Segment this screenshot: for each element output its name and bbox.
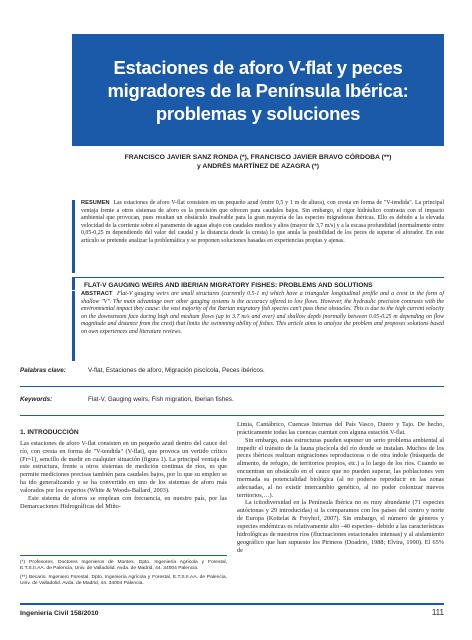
title-band: [72, 34, 444, 146]
article-title: [107, 56, 408, 125]
title-line-1: Estaciones de aforo V-flat y peces: [113, 56, 403, 78]
divider: [20, 386, 444, 387]
page-number: 111: [431, 608, 444, 617]
title-line-2: migradores de la Península Ibérica:: [107, 79, 409, 101]
page-footer: [20, 603, 444, 617]
paragraph: Este sistema de aforos se emplean con frecuencia, en nuestro país, por las Demarcaciones Hidrográficas del Miño-: [20, 494, 227, 510]
section-heading: 1. INTRODUCCIÓN: [20, 429, 79, 436]
footnote-2: (**) Becario. Ingeniero Forestal. Dpto. Ingeniería Agrícola y Forestal, E.T.S.II.AA. de Palencia, Univ. de Valladolid. Avda. de Madrid, 44. 34004 Palencia.: [20, 575, 227, 586]
authors-line-2: y ANDRÉS MARTÍNEZ DE AZAGRA (*): [197, 163, 319, 170]
paragraph: Las estaciones de aforo V-flat consisten en un pequeño azud dentro del cauce del río, con cresta en forma de "V-tendida" (V-flat), que provoca un vertido crítico (Fr=1), sencillo de medir en cualquier situación (figura 1). La principal ventaja de este estructura, frente a otros sistemas de medición continua de ríos, es que permite mediciones precisas también para caudales bajos, por lo que su empleo se ha ido generalizando y se ha convertido en uno de los sistemas de aforo más valorados por los expertos (White & Woods-Ballard, 2003).: [20, 439, 227, 494]
journal-name: Ingeniería Civil 158/2010: [20, 610, 99, 617]
paragraph: Sin embargo, estas estructuras pueden suponer un serio problema ambiental al impedir el tránsito de la fauna piscícola del río donde se instalan. Muchos de los peces ibéricos realizan migraciones reproductoras o de otra índole (búsqueda de alimento, de refugio, de territorios propios, etc.) a lo largo de los ríos. Cuando se encuentran un obstáculo en el cauce que no pueden superar, las poblaciones ven mermada su potencialidad biológica (al no poderse reproducir en las zonas adecuadas, al no existir intercambio genético, al no poder colonizar nuevos territorios,…).: [237, 436, 444, 499]
body-column-right: [237, 421, 444, 554]
keywords-es-row: [20, 367, 444, 375]
divider: [20, 415, 444, 416]
authors: [72, 153, 444, 171]
paragraph: Limia, Cantábrico, Cuencas Internas del País Vasco, Duero y Tajo. De hecho, prácticamente todas las cuencas cuentan con alguna estación V-flat.: [237, 421, 444, 436]
body-column-left: [20, 421, 227, 510]
footnotes: [20, 555, 227, 590]
title-line-3: problemas y soluciones: [155, 102, 361, 124]
keywords-en-label: Keywords:: [20, 396, 53, 403]
keywords-en-row: [20, 396, 444, 404]
abstract-text: Flat-V gauging weirs are small structures (currently 0.5-1 m) which have a triangular longitudinal profile and a crest in the form of shallow "V". The main advantage over other gauging systems is the accuracy offered to low flows. However, the hydraulic precision contrasts with the environmental impact they cause: the vast majority of the Iberian migratory fish species can't pass these obstacles. This is due to the high current velocity on the downstream face during high and medium flows (up to 3.7 m/s and over) and shallow depth (normally between 0.05-0.25 m depending on flow magnitude and distance from the crest) that limits the swimming ability of fishes. This article aims to analyze the problem and proposes solutions based on own experiences and literature reviews.: [81, 291, 444, 335]
abstract-label: ABSTRACT: [81, 291, 113, 297]
keywords-en-value: Flat-V, Gauging weirs, Fish migration, Iberian fishes.: [88, 396, 234, 403]
authors-line-1: FRANCISCO JAVIER SANZ RONDA (*), FRANCISCO JAVIER BRAVO CÓRDOBA (**): [124, 154, 392, 161]
abstract-block: [72, 291, 444, 361]
english-title: FLAT-V GAUGING WEIRS AND IBERIAN MIGRATORY FISHES: PROBLEMS AND SOLUTIONS: [72, 277, 444, 290]
paragraph: La ictiodiversidad en la Península Ibérica no es muy abundante (71 especies autóctonas y 29 introducidas) si la comparamos con los países del centro y norte de Europa (Kottelat & Freyhof, 2007). Sin embargo, el número de géneros y especies endémicas es relativamente alto –40 especies– debido a las características hidrológicas de nuestros ríos (fluctuaciones estacionales intensas) y al aislamiento geográfico que han supuesto los Pirineos (Doadrio, 1988; Elvira, 1990). El 65% de: [237, 499, 444, 554]
footnote-1: (*) Profesores. Doctores Ingenieros de Montes. Dpto. Ingeniería Agrícola y Forestal, E.T.S.II.AA. de Palencia, Univ. de Valladolid. Avda. de Madrid, 44. 34004 Palencia.: [20, 560, 227, 571]
resumen-block: [72, 200, 444, 273]
keywords-es-label: Palabras clave:: [20, 367, 66, 374]
keywords-es-value: V-flat, Estaciones de aforo, Migración piscícola, Peces ibéricos.: [88, 367, 265, 374]
resumen-label: RESUMEN: [81, 200, 110, 206]
resumen-text: Las estaciones de aforo V-flat consisten en un pequeño azud (entre 0,5 y 1 m de altura), con cresta en forma de "V-tendida". La principal ventaja frente a otros sistemas de aforo es la precisión que ofrecen para caudales bajos. Sin embargo, el rigor hidráulico contrasta con el impacto ambiental que provocan, pues resultan un obstáculo insalvable para la gran mayoría de las especies migradoras ibéricas. Ello es debido a la elevada velocidad de la corriente sobre el paramento de aguas abajo con caudales medios y altos (mayor de 3,7 m/s) y a la escasa profundidad (normalmente entre 0,05-0,25 m dependiendo del valor del caudal y la distancia desde la cresta) lo que anula la posibilidad de los peces de superar el aforador. En este artículo se pretende analizar la problemática y se proponen soluciones basadas en experiencias propias y ajenas.: [81, 200, 444, 244]
